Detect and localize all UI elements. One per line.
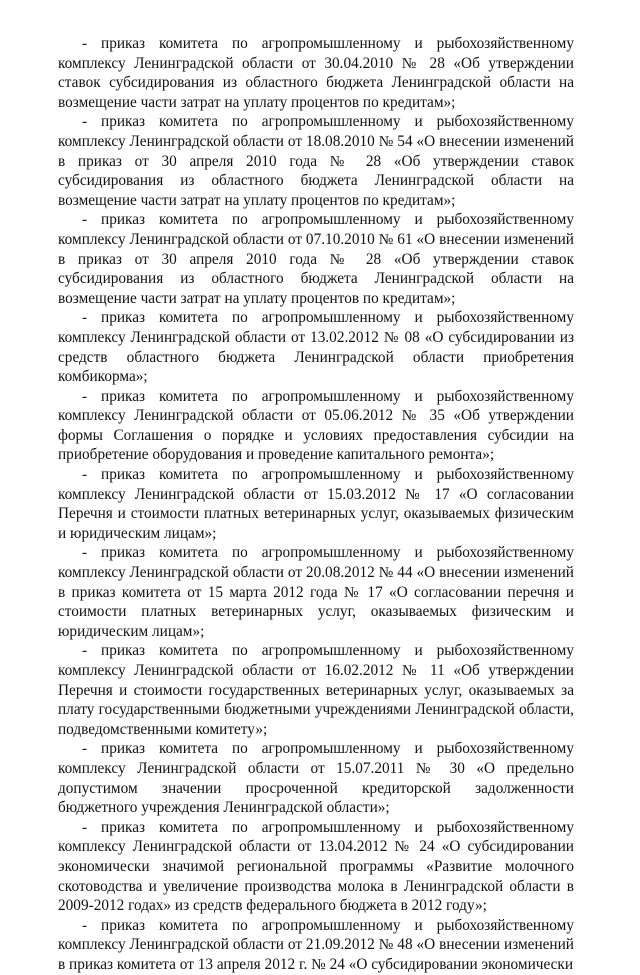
list-item: - приказ комитета по агропромышленному и рыбохозяйственному комплексу Ленинградской области от 15.03.2012 № 17 «О согласовании Перечня и стоимости платных ветеринарных услуг, оказываемых физическим и юридическим лицам»;	[58, 466, 574, 542]
list-item: - приказ комитета по агропромышленному и рыбохозяйственному комплексу Ленинградской области от 21.09.2012 № 48 «О внесении изменений в приказ комитета от 13 апреля 2012 г. № 24 «О субсидировании экономически	[58, 916, 574, 973]
list-item: - приказ комитета по агропромышленному и рыбохозяйственному комплексу Ленинградской области от 07.10.2010 № 61 «О внесении изменений в приказ от 30 апреля 2010 года № 28 «Об утверждении ставок субсидирования из областного бюджета Ленинградской области на возмещение части затрат на уплату процентов по кредитам»;	[58, 211, 574, 307]
list-item: - приказ комитета по агропромышленному и рыбохозяйственному комплексу Ленинградской области от 16.02.2012 № 11 «Об утверждении Перечня и стоимости государственных ветеринарных услуг, оказываемых за плату государственными бюджетными учреждениями Ленинградской области, подведомственными комитету»;	[58, 642, 574, 738]
list-item: - приказ комитета по агропромышленному и рыбохозяйственному комплексу Ленинградской области от 30.04.2010 № 28 «Об утверждении ставок субсидирования из областного бюджета Ленинградской области на возмещение части затрат на уплату процентов по кредитам»;	[58, 35, 574, 111]
list-item: - приказ комитета по агропромышленному и рыбохозяйственному комплексу Ленинградской области от 13.02.2012 № 08 «О субсидировании из средств областного бюджета Ленинградской области приобретения комбикорма»;	[58, 309, 574, 386]
list-item: - приказ комитета по агропромышленному и рыбохозяйственному комплексу Ленинградской области от 20.08.2012 № 44 «О внесении изменений в приказ комитета от 15 марта 2012 года № 17 «О согласовании перечня и стоимости платных ветеринарных услуг, оказываемых физическим и юридическим лицам»;	[58, 544, 574, 640]
list-item: - приказ комитета по агропромышленному и рыбохозяйственному комплексу Ленинградской области от 13.04.2012 № 24 «О субсидировании экономически значимой региональной программы «Развитие молочного скотоводства и увеличение производства молока в Ленинградской области в 2009-2012 годах» из средств федерального бюджета в 2012 году»;	[58, 818, 574, 915]
list-item: - приказ комитета по агропромышленному и рыбохозяйственному комплексу Ленинградской области от 15.07.2011 № 30 «О предельно допустимом значении просроченной кредиторской задолженности бюджетного учреждения Ленинградской области»;	[58, 740, 574, 817]
list-item: - приказ комитета по агропромышленному и рыбохозяйственному комплексу Ленинградской области от 18.08.2010 № 54 «О внесении изменений в приказ от 30 апреля 2010 года № 28 «Об утверждении ставок субсидирования из областного бюджета Ленинградской области на возмещение части затрат на уплату процентов по кредитам»;	[58, 113, 574, 209]
list-item: - приказ комитета по агропромышленному и рыбохозяйственному комплексу Ленинградской области от 05.06.2012 № 35 «Об утверждении формы Соглашения о порядке и условиях предоставления субсидии на приобретение оборудования и проведение капитального ремонта»;	[58, 387, 574, 464]
document-body	[58, 34, 574, 975]
